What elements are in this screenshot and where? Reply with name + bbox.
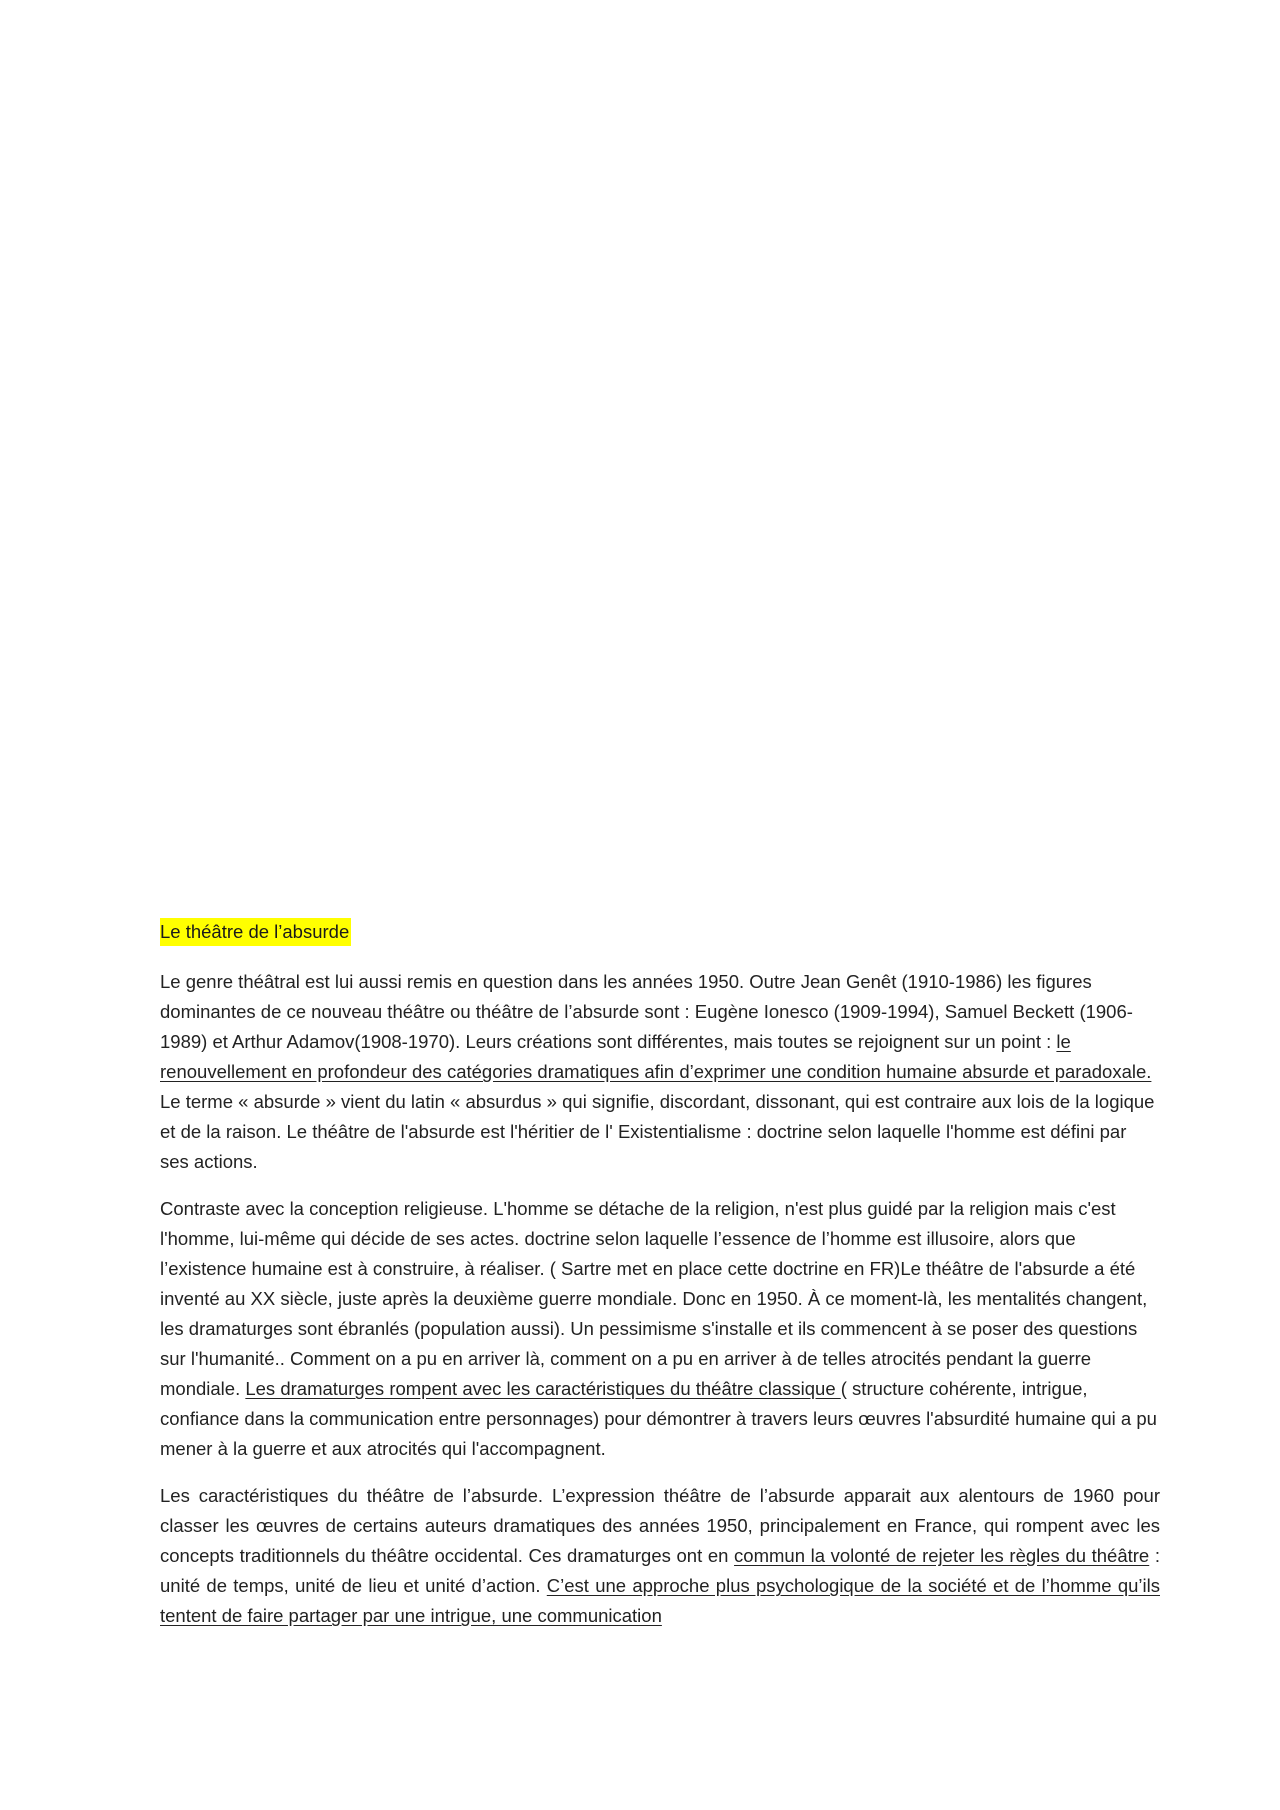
paragraph-context [160,1194,1160,1464]
paragraph-text: Le genre théâtral est lui aussi remis en question dans les années 1950. Outre Jean Genêt (1910-1986) les figures dominantes de ce nouveau théâtre ou théâtre de l’absurde sont : Eugène Ionesco (1909-1994), Samuel Beckett (1906-1989) et Arthur Adamov(1908-1970). Leurs créations sont différentes, mais toutes se rejoignent sur un point : [160,971,1133,1052]
document-title: Le théâtre de l’absurde [160,918,351,946]
paragraph-introduction [160,967,1160,1177]
underlined-text: Les dramaturges rompent avec les caractéristiques du théâtre classique [245,1378,841,1399]
paragraph-text: Contraste avec la conception religieuse. L'homme se détache de la religion, n'est plus guidé par la religion mais c'est l'homme, lui-même qui décide de ses actes. doctrine selon laquelle l’essence de l’homme est illusoire, alors que l’existence humaine est à construire, à réaliser. ( Sartre met en place cette doctrine en FR)Le théâtre de l'absurde a été inventé au XX siècle, juste après la deuxième guerre mondiale. Donc en 1950. À ce moment-là, les mentalités changent, les dramaturges sont ébranlés (population aussi). Un pessimisme s'installe et ils commencent à se poser des questions sur l'humanité.. Comment on a pu en arriver là, comment on a pu en arriver à de telles atrocités pendant la guerre mondiale. [160,1198,1148,1399]
underlined-text: C’est une approche plus psychologique de la société et de l’homme qu’ils tentent de faire partager par une intrigue, une communication [160,1575,1160,1626]
underlined-text: le renouvellement en profondeur des catégories dramatiques afin d’exprimer une condition humaine absurde et paradoxale. [160,1031,1152,1082]
document-page [160,918,1160,1631]
underlined-text: commun la volonté de rejeter les règles du théâtre [734,1545,1150,1566]
paragraph-text: Le terme « absurde » vient du latin « absurdus » qui signifie, discordant, dissonant, qui est contraire aux lois de la logique et de la raison. Le théâtre de l'absurde est l'héritier de l' Existentialisme : doctrine selon laquelle l'homme est défini par ses actions. [160,1091,1155,1172]
paragraph-text: ( structure cohérente, intrigue, confiance dans la communication entre personnages) pour démontrer à travers leurs œuvres l'absurdité humaine qui a pu mener à la guerre et aux atrocités qui l'accompagnent. [160,1378,1157,1459]
paragraph-characteristics [160,1481,1160,1631]
paragraph-text: : unité de temps, unité de lieu et unité d’action. [160,1545,1160,1596]
paragraph-text: Les caractéristiques du théâtre de l’absurde. L’expression théâtre de l’absurde apparait aux alentours de 1960 pour classer les œuvres de certains auteurs dramatiques des années 1950, principalement en France, qui rompent avec les concepts traditionnels du théâtre occidental. Ces dramaturges ont en [160,1485,1160,1566]
